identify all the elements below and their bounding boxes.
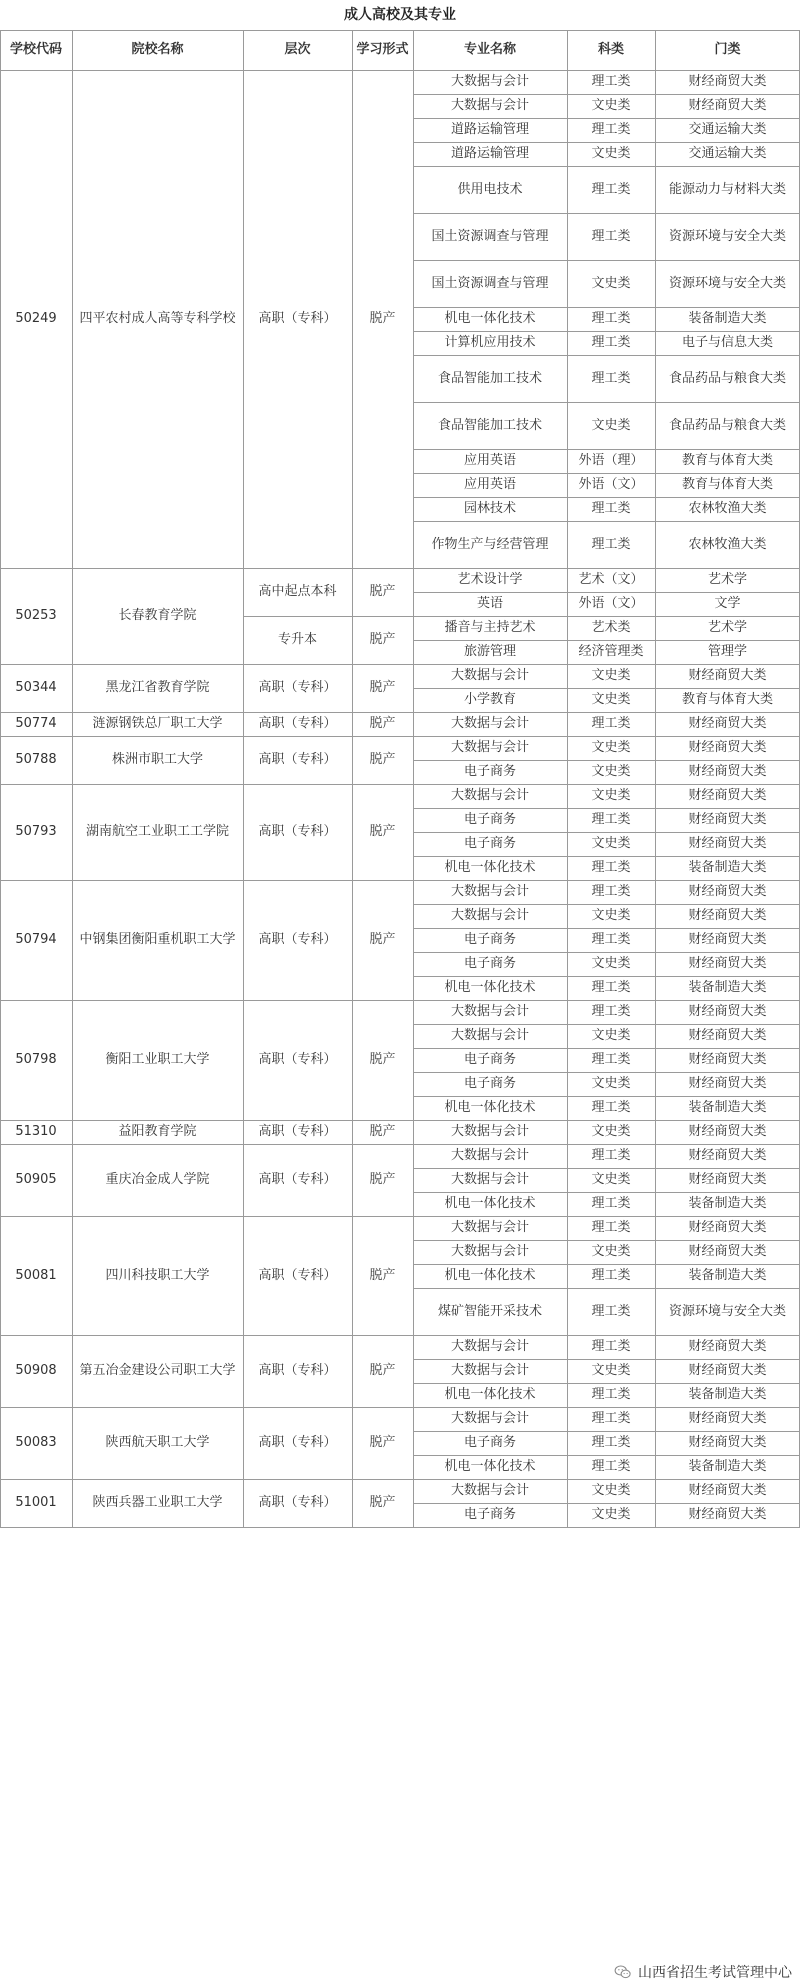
major-name-cell: 大数据与会计 [450,1220,529,1235]
study-mode-cell: 脱产 [369,1172,396,1187]
table-column-divider [567,30,568,1528]
major-name-cell: 播音与主持艺术 [444,620,536,635]
category-cell: 农林牧渔大类 [688,536,767,552]
category-cell: 财经商贸大类 [688,1076,767,1091]
subject-type-cell: 理工类 [591,1196,631,1211]
subject-type-cell: 文史类 [591,1244,631,1259]
major-name-cell: 旅游管理 [463,644,516,659]
major-name-cell: 机电一体化技术 [444,1459,536,1474]
major-name-cell: 大数据与会计 [450,1363,529,1378]
subject-type-cell: 文史类 [591,417,631,433]
subject-type-cell: 理工类 [591,884,631,899]
subject-type-cell: 文史类 [591,275,631,291]
school-name-cell: 长春教育学院 [118,608,197,623]
category-cell: 装备制造大类 [688,980,767,995]
subject-type-cell: 文史类 [591,1172,631,1187]
subject-type-cell: 理工类 [591,1435,631,1450]
category-cell: 装备制造大类 [688,1459,767,1474]
major-name-cell: 机电一体化技术 [444,1268,536,1283]
school-name-cell: 株洲市职工大学 [111,752,203,767]
school-name-cell: 四平农村成人高等专科学校 [79,311,236,326]
category-cell: 财经商贸大类 [688,1148,767,1163]
major-name-cell: 国土资源调查与管理 [431,275,549,291]
subject-type-cell: 理工类 [591,335,631,350]
major-name-cell: 大数据与会计 [450,884,529,899]
subject-type-cell: 理工类 [591,536,631,552]
subject-type-cell: 理工类 [591,1052,631,1067]
subject-type-cell: 理工类 [591,370,631,386]
major-name-cell: 大数据与会计 [450,1028,529,1043]
major-name-cell: 大数据与会计 [450,788,529,803]
category-cell: 教育与体育大类 [681,692,773,707]
category-cell: 财经商贸大类 [688,1220,767,1235]
subject-type-cell: 理工类 [591,181,631,197]
category-cell: 财经商贸大类 [688,1339,767,1354]
major-name-cell: 电子商务 [463,1076,516,1091]
level-cell: 高职（专科） [258,1052,337,1067]
major-name-cell: 作物生产与经营管理 [431,536,549,552]
school-code-cell: 50253 [15,608,57,623]
category-cell: 艺术学 [707,572,747,587]
category-cell: 财经商贸大类 [688,956,767,971]
level-cell: 高职（专科） [258,1267,337,1283]
major-name-cell: 园林技术 [463,501,516,516]
school-code-cell: 51001 [15,1495,57,1510]
major-name-cell: 电子商务 [463,1507,516,1522]
school-name-cell: 益阳教育学院 [118,1124,197,1139]
table-column-divider [72,30,73,1528]
level-cell: 高职（专科） [258,311,337,326]
level-cell: 高中起点本科 [258,584,337,599]
header-subject-type: 科类 [597,42,624,57]
study-mode-cell: 脱产 [369,824,396,839]
level-cell: 专升本 [277,632,317,647]
subject-type-cell: 理工类 [591,1004,631,1019]
category-cell: 财经商贸大类 [688,1483,767,1498]
table-row-divider [0,30,800,31]
category-cell: 装备制造大类 [688,311,767,326]
subject-type-cell: 理工类 [591,311,631,326]
subject-type-cell: 理工类 [591,1303,631,1319]
school-code-cell: 50798 [15,1052,57,1067]
major-name-cell: 大数据与会计 [450,716,529,731]
category-cell: 财经商贸大类 [688,1028,767,1043]
level-cell: 高职（专科） [258,1363,337,1378]
header-school-code: 学校代码 [9,42,62,57]
major-name-cell: 机电一体化技术 [444,1387,536,1402]
subject-type-cell: 外语（文） [578,477,644,492]
table-column-divider [413,30,414,1528]
study-mode-cell: 脱产 [369,680,396,695]
major-name-cell: 应用英语 [463,477,516,492]
category-cell: 财经商贸大类 [688,1124,767,1139]
subject-type-cell: 文史类 [591,146,631,161]
study-mode-cell: 脱产 [369,1363,396,1378]
table-column-divider [655,30,656,1528]
category-cell: 教育与体育大类 [681,477,773,492]
subject-type-cell: 文史类 [591,668,631,683]
study-mode-cell: 脱产 [369,932,396,947]
category-cell: 财经商贸大类 [688,812,767,827]
major-name-cell: 大数据与会计 [450,1339,529,1354]
category-cell: 资源环境与安全大类 [668,228,786,244]
subject-type-cell: 理工类 [591,501,631,516]
school-name-cell: 中钢集团衡阳重机职工大学 [79,932,236,947]
level-cell: 高职（专科） [258,1124,337,1139]
school-code-cell: 50249 [15,311,57,326]
subject-type-cell: 文史类 [591,1363,631,1378]
table-column-divider [243,30,244,1528]
subject-type-cell: 理工类 [591,1459,631,1474]
level-cell: 高职（专科） [258,932,337,947]
level-cell: 高职（专科） [258,824,337,839]
school-code-cell: 50788 [15,752,57,767]
major-name-cell: 电子商务 [463,1435,516,1450]
category-cell: 管理学 [707,644,747,659]
subject-type-cell: 理工类 [591,74,631,89]
major-name-cell: 小学教育 [463,692,516,707]
subject-type-cell: 文史类 [591,908,631,923]
study-mode-cell: 脱产 [369,1435,396,1450]
category-cell: 财经商贸大类 [688,1411,767,1426]
header-level: 层次 [284,42,311,57]
subject-type-cell: 艺术（文） [578,572,644,587]
category-cell: 资源环境与安全大类 [668,275,786,291]
study-mode-cell: 脱产 [369,1052,396,1067]
study-mode-cell: 脱产 [369,1267,396,1283]
category-cell: 财经商贸大类 [688,932,767,947]
major-name-cell: 计算机应用技术 [444,335,536,350]
study-mode-cell: 脱产 [369,584,396,599]
page-title: 成人高校及其专业 [344,7,456,23]
category-cell: 装备制造大类 [688,1100,767,1115]
major-name-cell: 大数据与会计 [450,668,529,683]
subject-type-cell: 理工类 [591,122,631,137]
subject-type-cell: 文史类 [591,836,631,851]
school-code-cell: 50774 [15,716,57,731]
major-name-cell: 大数据与会计 [450,1124,529,1139]
school-name-cell: 第五冶金建设公司职工大学 [79,1363,236,1378]
subject-type-cell: 理工类 [591,1387,631,1402]
subject-type-cell: 经济管理类 [578,644,644,659]
major-name-cell: 大数据与会计 [450,1244,529,1259]
category-cell: 食品药品与粮食大类 [668,370,786,386]
study-mode-cell: 脱产 [369,716,396,731]
school-code-cell: 51310 [15,1124,57,1139]
major-name-cell: 机电一体化技术 [444,311,536,326]
category-cell: 财经商贸大类 [688,1004,767,1019]
subject-type-cell: 理工类 [591,1148,631,1163]
category-cell: 财经商贸大类 [688,908,767,923]
school-code-cell: 50794 [15,932,57,947]
header-study-mode: 学习形式 [356,42,409,57]
category-cell: 装备制造大类 [688,1387,767,1402]
category-cell: 能源动力与材料大类 [668,181,786,197]
major-name-cell: 机电一体化技术 [444,860,536,875]
major-name-cell: 大数据与会计 [450,74,529,89]
major-name-cell: 大数据与会计 [450,1004,529,1019]
category-cell: 财经商贸大类 [688,884,767,899]
category-cell: 财经商贸大类 [688,1435,767,1450]
wechat-icon [614,1963,632,1981]
table-row-divider [413,1527,800,1528]
study-mode-cell: 脱产 [369,632,396,647]
table-row-divider [243,1527,414,1528]
level-cell: 高职（专科） [258,716,337,731]
subject-type-cell: 艺术类 [591,620,631,635]
major-name-cell: 大数据与会计 [450,1172,529,1187]
major-name-cell: 电子商务 [463,1052,516,1067]
major-name-cell: 电子商务 [463,932,516,947]
category-cell: 文学 [714,596,741,611]
category-cell: 财经商贸大类 [688,1052,767,1067]
school-name-cell: 湖南航空工业职工工学院 [85,824,229,839]
category-cell: 食品药品与粮食大类 [668,417,786,433]
school-code-cell: 50793 [15,824,57,839]
major-name-cell: 电子商务 [463,764,516,779]
subject-type-cell: 理工类 [591,980,631,995]
subject-type-cell: 文史类 [591,1124,631,1139]
category-cell: 装备制造大类 [688,860,767,875]
major-name-cell: 煤矿智能开采技术 [437,1303,542,1319]
major-name-cell: 大数据与会计 [450,1148,529,1163]
major-name-cell: 机电一体化技术 [444,1100,536,1115]
category-cell: 财经商贸大类 [688,740,767,755]
major-name-cell: 大数据与会计 [450,1411,529,1426]
major-name-cell: 英语 [476,596,503,611]
subject-type-cell: 理工类 [591,1268,631,1283]
subject-type-cell: 理工类 [591,1220,631,1235]
major-name-cell: 大数据与会计 [450,98,529,113]
subject-type-cell: 文史类 [591,956,631,971]
category-cell: 财经商贸大类 [688,74,767,89]
category-cell: 电子与信息大类 [681,335,773,350]
major-name-cell: 电子商务 [463,836,516,851]
category-cell: 交通运输大类 [688,146,767,161]
subject-type-cell: 文史类 [591,764,631,779]
school-code-cell: 50908 [15,1363,57,1378]
subject-type-cell: 理工类 [591,228,631,244]
subject-type-cell: 理工类 [591,860,631,875]
header-category: 门类 [714,42,741,57]
level-cell: 高职（专科） [258,1435,337,1450]
level-cell: 高职（专科） [258,1172,337,1187]
level-cell: 高职（专科） [258,752,337,767]
category-cell: 装备制造大类 [688,1196,767,1211]
category-cell: 艺术学 [707,620,747,635]
school-name-cell: 陕西航天职工大学 [105,1435,210,1450]
subject-type-cell: 外语（文） [578,596,644,611]
major-name-cell: 大数据与会计 [450,1483,529,1498]
level-cell: 高职（专科） [258,680,337,695]
subject-type-cell: 理工类 [591,716,631,731]
major-name-cell: 食品智能加工技术 [437,417,542,433]
study-mode-cell: 脱产 [369,1495,396,1510]
table-row-divider [0,1527,244,1528]
category-cell: 财经商贸大类 [688,836,767,851]
category-cell: 财经商贸大类 [688,1363,767,1378]
table-column-divider [352,30,353,1528]
major-name-cell: 大数据与会计 [450,908,529,923]
header-school-name: 院校名称 [131,42,184,57]
category-cell: 资源环境与安全大类 [668,1303,786,1319]
school-name-cell: 重庆冶金成人学院 [105,1172,210,1187]
major-name-cell: 机电一体化技术 [444,1196,536,1211]
study-mode-cell: 脱产 [369,311,396,326]
subject-type-cell: 文史类 [591,1076,631,1091]
subject-type-cell: 文史类 [591,1028,631,1043]
category-cell: 交通运输大类 [688,122,767,137]
school-name-cell: 黑龙江省教育学院 [105,680,210,695]
category-cell: 财经商贸大类 [688,98,767,113]
school-code-cell: 50081 [15,1267,57,1283]
category-cell: 财经商贸大类 [688,716,767,731]
subject-type-cell: 文史类 [591,692,631,707]
major-name-cell: 道路运输管理 [450,146,529,161]
watermark-text: 山西省招生考试管理中心 [638,1965,792,1981]
watermark [614,1960,792,1984]
level-cell: 高职（专科） [258,1495,337,1510]
subject-type-cell: 理工类 [591,1100,631,1115]
major-name-cell: 国土资源调查与管理 [431,228,549,244]
category-cell: 农林牧渔大类 [688,501,767,516]
major-name-cell: 供用电技术 [457,181,523,197]
majors-table [0,30,800,1955]
category-cell: 财经商贸大类 [688,1244,767,1259]
subject-type-cell: 文史类 [591,1483,631,1498]
subject-type-cell: 文史类 [591,1507,631,1522]
school-name-cell: 涟源钢铁总厂职工大学 [92,716,223,731]
study-mode-cell: 脱产 [369,752,396,767]
header-major-name: 专业名称 [463,42,516,57]
category-cell: 财经商贸大类 [688,788,767,803]
major-name-cell: 机电一体化技术 [444,980,536,995]
subject-type-cell: 理工类 [591,1411,631,1426]
subject-type-cell: 理工类 [591,812,631,827]
major-name-cell: 食品智能加工技术 [437,370,542,386]
major-name-cell: 电子商务 [463,956,516,971]
category-cell: 教育与体育大类 [681,453,773,468]
school-name-cell: 衡阳工业职工大学 [105,1052,210,1067]
category-cell: 财经商贸大类 [688,1172,767,1187]
school-code-cell: 50344 [15,680,57,695]
category-cell: 装备制造大类 [688,1268,767,1283]
table-column-divider [0,30,1,1528]
category-cell: 财经商贸大类 [688,668,767,683]
subject-type-cell: 理工类 [591,932,631,947]
study-mode-cell: 脱产 [369,1124,396,1139]
subject-type-cell: 文史类 [591,98,631,113]
major-name-cell: 应用英语 [463,453,516,468]
major-name-cell: 大数据与会计 [450,740,529,755]
school-name-cell: 四川科技职工大学 [105,1267,210,1283]
major-name-cell: 艺术设计学 [457,572,523,587]
school-code-cell: 50905 [15,1172,57,1187]
subject-type-cell: 文史类 [591,740,631,755]
major-name-cell: 道路运输管理 [450,122,529,137]
subject-type-cell: 理工类 [591,1339,631,1354]
school-code-cell: 50083 [15,1435,57,1450]
major-name-cell: 电子商务 [463,812,516,827]
subject-type-cell: 外语（理） [578,453,644,468]
category-cell: 财经商贸大类 [688,764,767,779]
subject-type-cell: 文史类 [591,788,631,803]
school-name-cell: 陕西兵器工业职工大学 [92,1495,223,1510]
category-cell: 财经商贸大类 [688,1507,767,1522]
